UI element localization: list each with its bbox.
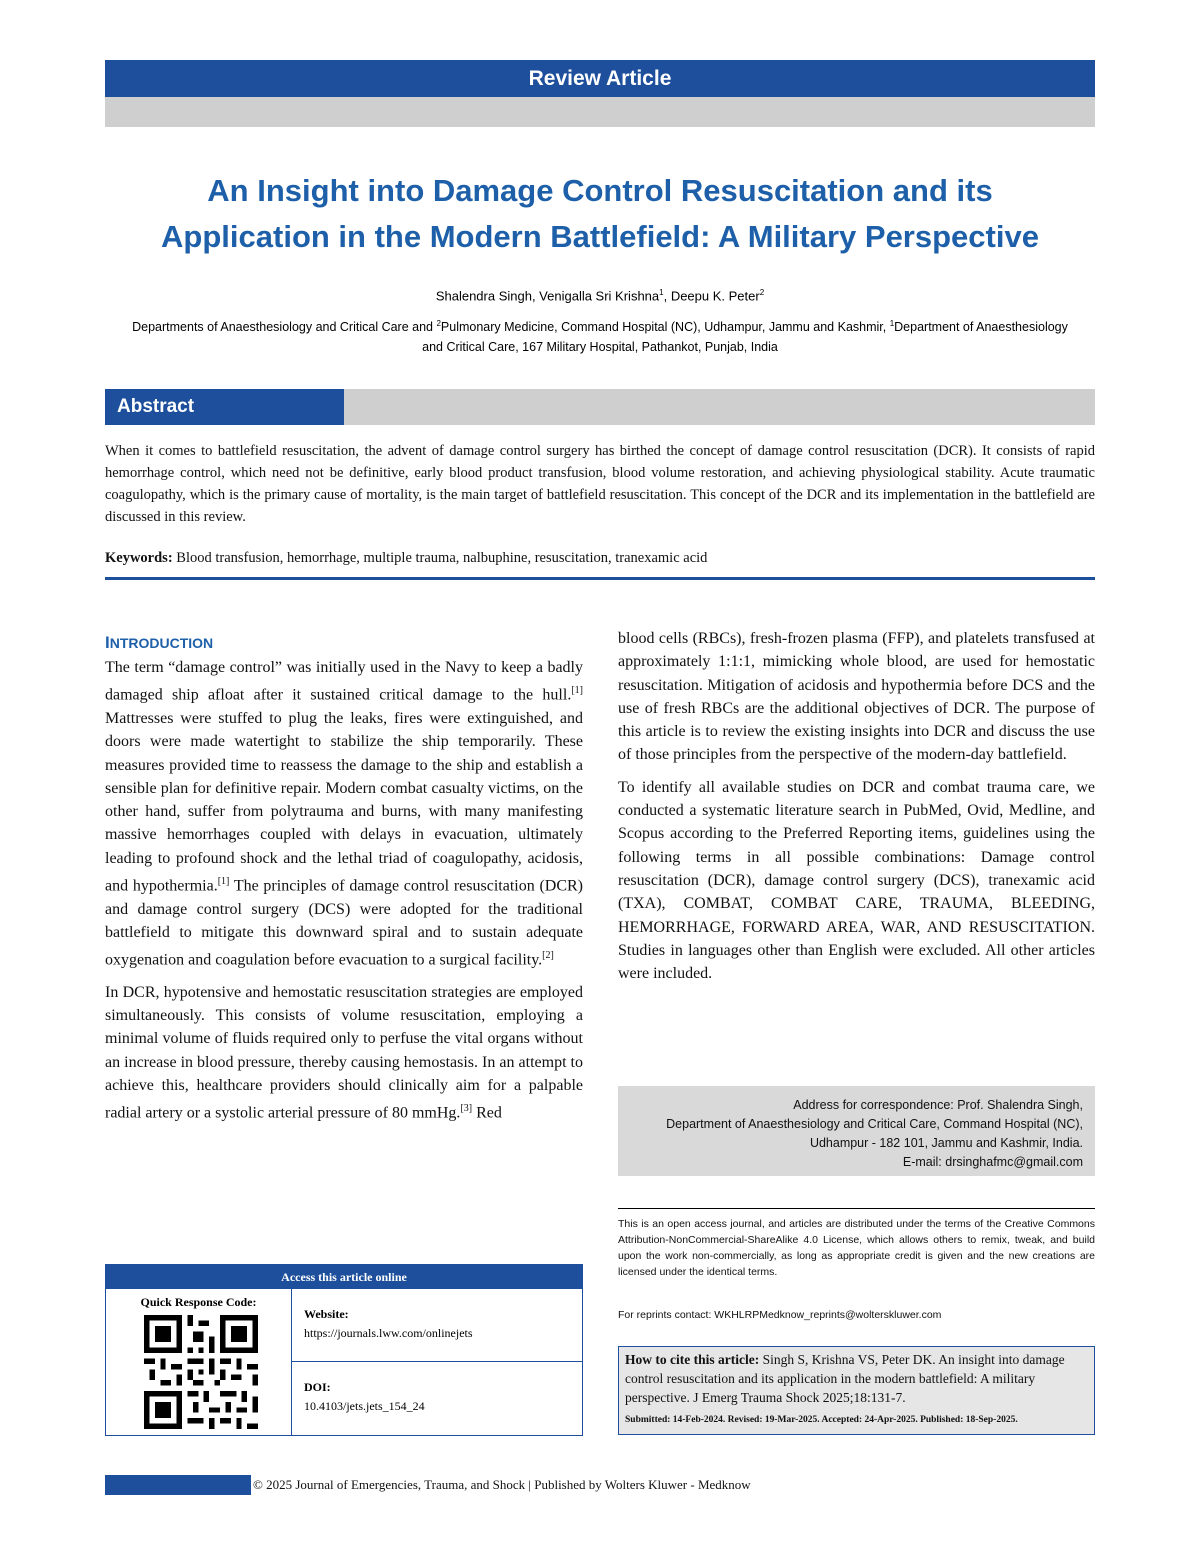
doi-cell — [292, 1362, 582, 1435]
citation-ref[interactable]: [1] — [571, 685, 583, 697]
intro-paragraph-4: To identify all available studies on DCR and combat trauma care, we conducted a systematic literature search in PubMed, Ovid, Medline, and Scopus according to the Preferred Reporting items, guidelines using the following terms in all possible combinations: Damage control resuscitation (DCR), damage control surgery (DCS), tranexamic acid (TXA), COMBAT, COMBAT CARE, TRAUMA, BLEEDING, HEMORRHAGE, FORWARD AREA, WAR, AND RESUSCITATION. Studies in languages other than English were excluded. All other articles were included. — [618, 778, 1095, 983]
article-title — [105, 168, 1095, 260]
affiliations — [130, 314, 1070, 357]
access-article-box — [105, 1264, 583, 1436]
author-list — [105, 288, 1095, 303]
intro-p2-text-b: Red — [472, 1104, 502, 1122]
doi-label: DOI: — [304, 1380, 331, 1394]
affiliation-part-3: Department of Anaesthesiology and Critical Care, 167 Military Hospital, Pathankot, Punjab, India — [422, 320, 1068, 355]
abstract-divider — [105, 577, 1095, 580]
page-footer — [105, 1475, 1095, 1495]
intro-paragraph-3: blood cells (RBCs), fresh-frozen plasma (FFP), and platelets transfused at approximately 1:1:1, mimicking whole blood, are used for hemostatic resuscitation. Mitigation of acidosis and hypothermia before DCS and the use of fresh RBCs are the additional objectives of DCR. The purpose of this article is to review the existing insights into DCR and discuss the use of those principles from the perspective of the modern-day battlefield. — [618, 630, 1095, 764]
access-box-heading: Access this article online — [106, 1265, 582, 1289]
qr-cell — [106, 1289, 292, 1435]
citation-ref[interactable]: [3] — [460, 1103, 473, 1115]
author-sup-2: 2 — [759, 288, 765, 297]
correspondence-email[interactable]: E-mail: drsinghafmc@gmail.com — [902, 1155, 1083, 1169]
intro-heading-rest: NTRODUCTION — [109, 635, 214, 651]
affiliation-part-1: Departments of Anaesthesiology and Critical Care and — [132, 320, 437, 335]
affiliation-sup-2: 2 — [436, 319, 441, 328]
correspondence-line-1: Address for correspondence: Prof. Shalendra Singh, — [793, 1098, 1083, 1112]
title-line-2: Application in the Modern Battlefield: A Military Perspective — [161, 219, 1039, 254]
footer-copyright: © 2025 Journal of Emergencies, Trauma, and Shock | Published by Wolters Kluwer - Medknow — [251, 1475, 1158, 1495]
affiliation-sup-1: 1 — [889, 319, 895, 328]
website-label: Website: — [304, 1307, 349, 1321]
keywords-label: Keywords: — [105, 550, 173, 566]
introduction-heading — [105, 633, 583, 653]
correspondence-line-3: Udhampur - 182 101, Jammu and Kashmir, India. — [809, 1136, 1083, 1150]
intro-p2-text-a: In DCR, hypotensive and hemostatic resuscitation strategies are employed simultaneously. This consists of volume resuscitation, employing a minimal volume of fluids required only to perfuse the vital organs without an increase in blood pressure, thereby causing hemostasis. In an attempt to achieve this, healthcare providers should clinically aim for a palpable radial artery or a systolic arterial pressure of 80 mmHg. — [105, 983, 583, 1122]
cite-label: How to cite this article: — [625, 1352, 760, 1367]
author-names-2: , Deepu K. Peter — [663, 288, 760, 304]
intro-heading-initial: I — [105, 633, 110, 652]
website-cell — [292, 1289, 582, 1362]
intro-paragraph-2 — [105, 981, 583, 1125]
affiliation-part-2: Pulmonary Medicine, Command Hospital (NC), Udhampur, Jammu and Kashmir, — [440, 320, 890, 335]
left-column — [105, 633, 583, 1134]
author-sup-1: 1 — [659, 288, 664, 297]
keywords-list: Blood transfusion, hemorrhage, multiple trauma, nalbuphine, resuscitation, tranexamic acid — [172, 550, 708, 566]
article-type-banner: Review Article — [105, 60, 1095, 97]
reprints-contact[interactable]: For reprints contact: WKHLRPMedknow_reprints@wolterskluwer.com — [618, 1309, 942, 1321]
author-names-1: Shalendra Singh, Venigalla Sri Krishna — [435, 288, 660, 304]
keywords — [105, 550, 1095, 567]
qr-label: Quick Response Code: — [140, 1295, 257, 1309]
intro-paragraph-1 — [105, 656, 583, 972]
how-to-cite-box — [618, 1346, 1095, 1435]
citation-ref[interactable]: [2] — [542, 950, 554, 962]
intro-p1-text-c: The principles of damage control resuscitation (DCR) and damage control surgery (DCS) were adopted for the traditional battlefield to mitigate this downward spiral and to sustain adequate oxygenation and coagulation before evacuation to a surgical facility. — [105, 877, 584, 969]
page-number: 131 — [1064, 1477, 1085, 1492]
header-grey-band — [105, 97, 1095, 127]
abstract-heading: Abstract — [105, 389, 344, 425]
qr-code-icon[interactable] — [144, 1315, 258, 1429]
intro-p1-text-b: Mattresses were stuffed to plug the leaks, fires were extinguished, and doors were made watertight to stabilize the ship temporarily. These measures provided time to reassess the damage to the ship and establish a sensible plan for definitive repair. Modern combat casualty victims, on the other hand, suffer from polytrauma and burns, with many manifesting massive hemorrhages coupled with delays in evacuation, ultimately leading to profound shock and the lethal triad of coagulopathy, acidosis, and hypothermia. — [105, 709, 583, 895]
open-access-notice: This is an open access journal, and articles are distributed under the terms of the Creative Commons Attribution-NonCommercial-ShareAlike 4.0 License, which allows others to remix, tweak, and build upon the work non-commercially, as long as appropriate credit is given and the new creations are licensed under the identical terms. — [618, 1218, 1095, 1278]
correspondence-line-2: Department of Anaesthesiology and Critical Care, Command Hospital (NC), — [666, 1117, 1083, 1131]
publication-dates: Submitted: 14-Feb-2024. Revised: 19-Mar-2025. Accepted: 24-Apr-2025. Published: 18-Sep-2025. — [625, 1415, 1018, 1425]
right-column — [618, 627, 1095, 994]
correspondence-box — [618, 1086, 1095, 1176]
website-link[interactable]: https://journals.lww.com/onlinejets — [304, 1326, 473, 1340]
title-line-1: An Insight into Damage Control Resuscitation and its — [207, 173, 993, 208]
citation-ref[interactable]: [1] — [217, 876, 230, 887]
doi-link[interactable]: 10.4103/jets.jets_154_24 — [304, 1399, 425, 1413]
cite-body: Singh S, Krishna VS, Peter DK. An insight into damage control resuscitation and its application in the modern battlefield: A military perspective. J Emerg Trauma Shock 2025;18:131-7. — [625, 1352, 1065, 1405]
abstract-text: When it comes to battlefield resuscitation, the advent of damage control surgery has birthed the concept of damage control resuscitation (DCR). It consists of rapid hemorrhage control, which need not be definitive, early blood product transfusion, blood volume restoration, and achieving physiological stability. Acute traumatic coagulopathy, which is the primary cause of mortality, is the main target of battlefield resuscitation. This concept of the DCR and its implementation in the battlefield are discussed in this review. — [105, 443, 1095, 525]
intro-p1-text-a: The term “damage control” was initially used in the Navy to keep a badly damaged ship afloat after it sustained critical damage to the hull. — [105, 659, 583, 704]
citation-text — [625, 1350, 1088, 1407]
license-divider — [618, 1208, 1095, 1209]
